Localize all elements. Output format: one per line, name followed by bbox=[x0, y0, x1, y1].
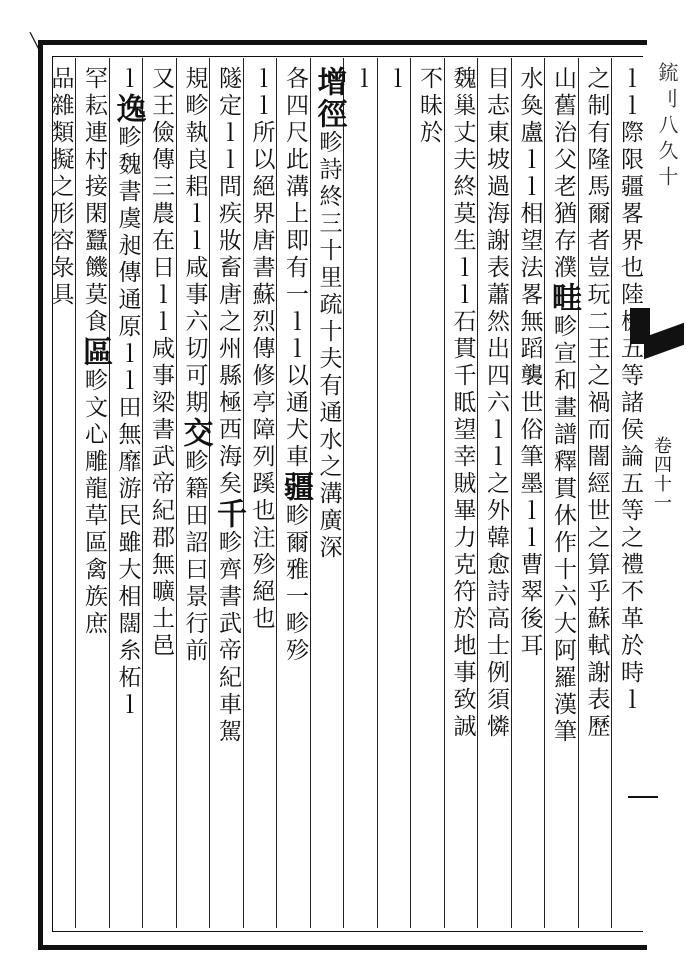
text-column bbox=[76, 66, 112, 638]
entry-headword: 交 bbox=[177, 417, 213, 449]
entry-headword: 千 bbox=[211, 498, 246, 530]
text-column bbox=[445, 66, 481, 741]
margin-tab-flag bbox=[644, 323, 684, 360]
text-column bbox=[411, 66, 447, 147]
entry-headword: 疆 bbox=[278, 471, 313, 503]
column-text: 又王儉傳三農在日ｌｌ咸事梁書武帝紀郡無曠土邑 bbox=[148, 66, 174, 660]
column-text: 之制有隆馬爾者豈玩二王之禍而闇經世之算乎蘇軾謝表歷 bbox=[583, 66, 610, 741]
column-text: ｌｌ所以絕界唐書蘇烈傳修亭障列蹊也注殄絕也 bbox=[248, 66, 275, 633]
text-column bbox=[43, 66, 79, 309]
column-text: 水奐盧ｌｌ相望法畧無蹈襲世俗筆墨ｌｌ曹翠後耳 bbox=[516, 66, 543, 660]
column-rule bbox=[410, 58, 411, 928]
margin-tick bbox=[628, 796, 658, 798]
column-rule bbox=[377, 58, 378, 928]
text-column bbox=[478, 66, 514, 741]
entry-headword: 逸 bbox=[110, 93, 146, 125]
corner-mark: ╲ bbox=[30, 32, 40, 51]
text-column bbox=[210, 66, 246, 746]
entry-headword: 增 bbox=[311, 66, 347, 98]
entry-headword: 區 bbox=[77, 336, 112, 368]
column-text: 畛籍田詔曰景行前 bbox=[181, 449, 208, 665]
entry-headword: 畦 bbox=[546, 282, 581, 314]
text-column bbox=[512, 66, 548, 660]
text-column bbox=[110, 66, 146, 719]
text-column bbox=[378, 66, 414, 93]
column-text: 不昧於 bbox=[416, 66, 442, 147]
column-text: 罕耘連村接閑蠶饑莫食 bbox=[81, 66, 107, 336]
column-text: 目志東坡過海謝表蕭然出四六ｌｌ之外韓愈詩高士例須憐 bbox=[483, 66, 509, 741]
text-column bbox=[545, 66, 581, 746]
margin-fragment: 鋶刂八久十 bbox=[655, 62, 679, 192]
column-text: 畛宣和畫譜釋貫休作十六大阿羅漢筆 bbox=[550, 314, 576, 746]
juan-label: 卷四十一 bbox=[651, 436, 672, 512]
column-text: 畛魏書虞昶傳通原ｌｌ田無靡游民雖大相闊糸柘ｌ bbox=[114, 125, 141, 719]
text-column bbox=[344, 66, 380, 93]
column-text: 畛詩終三十里疏十夫有通水之溝廣深 bbox=[315, 130, 342, 562]
text-column bbox=[143, 66, 179, 660]
text-column bbox=[311, 66, 347, 562]
column-text: ｌ bbox=[349, 66, 375, 93]
text-column bbox=[177, 66, 213, 665]
entry-headword: 徑 bbox=[311, 98, 347, 130]
text-column bbox=[244, 66, 280, 633]
text-column bbox=[277, 66, 313, 665]
column-text: 畛文心雕龍草區禽族庶 bbox=[81, 368, 107, 638]
column-text: 畛齊書武帝紀車駕 bbox=[215, 530, 241, 746]
column-text: 品雜類擬之形容彔具 bbox=[47, 66, 74, 309]
column-text: 規畛執良耜ｌｌ咸事六切可期 bbox=[181, 66, 208, 417]
column-text: 魏巢丈夫終莫生ｌｌ石貫千眡望幸賊畢力克符於地事致誠 bbox=[449, 66, 476, 741]
column-text: ｌ bbox=[382, 66, 409, 93]
column-text: 畛爾雅一畛殄 bbox=[282, 503, 308, 665]
column-text: 隧定ｌｌ問疾妝畜唐之州縣極西海矣 bbox=[215, 66, 241, 498]
column-rule bbox=[444, 58, 445, 928]
column-text: 山舊治父老猶存濮 bbox=[550, 66, 576, 282]
text-column bbox=[579, 66, 615, 741]
column-text: 各四尺此溝上即有一ｌｌ以通犬車 bbox=[282, 66, 308, 471]
text-column bbox=[612, 66, 648, 714]
column-text: ｌ bbox=[114, 66, 141, 93]
column-text: ｌｌ際限疆畧界也陸機五等諸侯論五等之禮不革於時ｌ bbox=[617, 66, 643, 714]
